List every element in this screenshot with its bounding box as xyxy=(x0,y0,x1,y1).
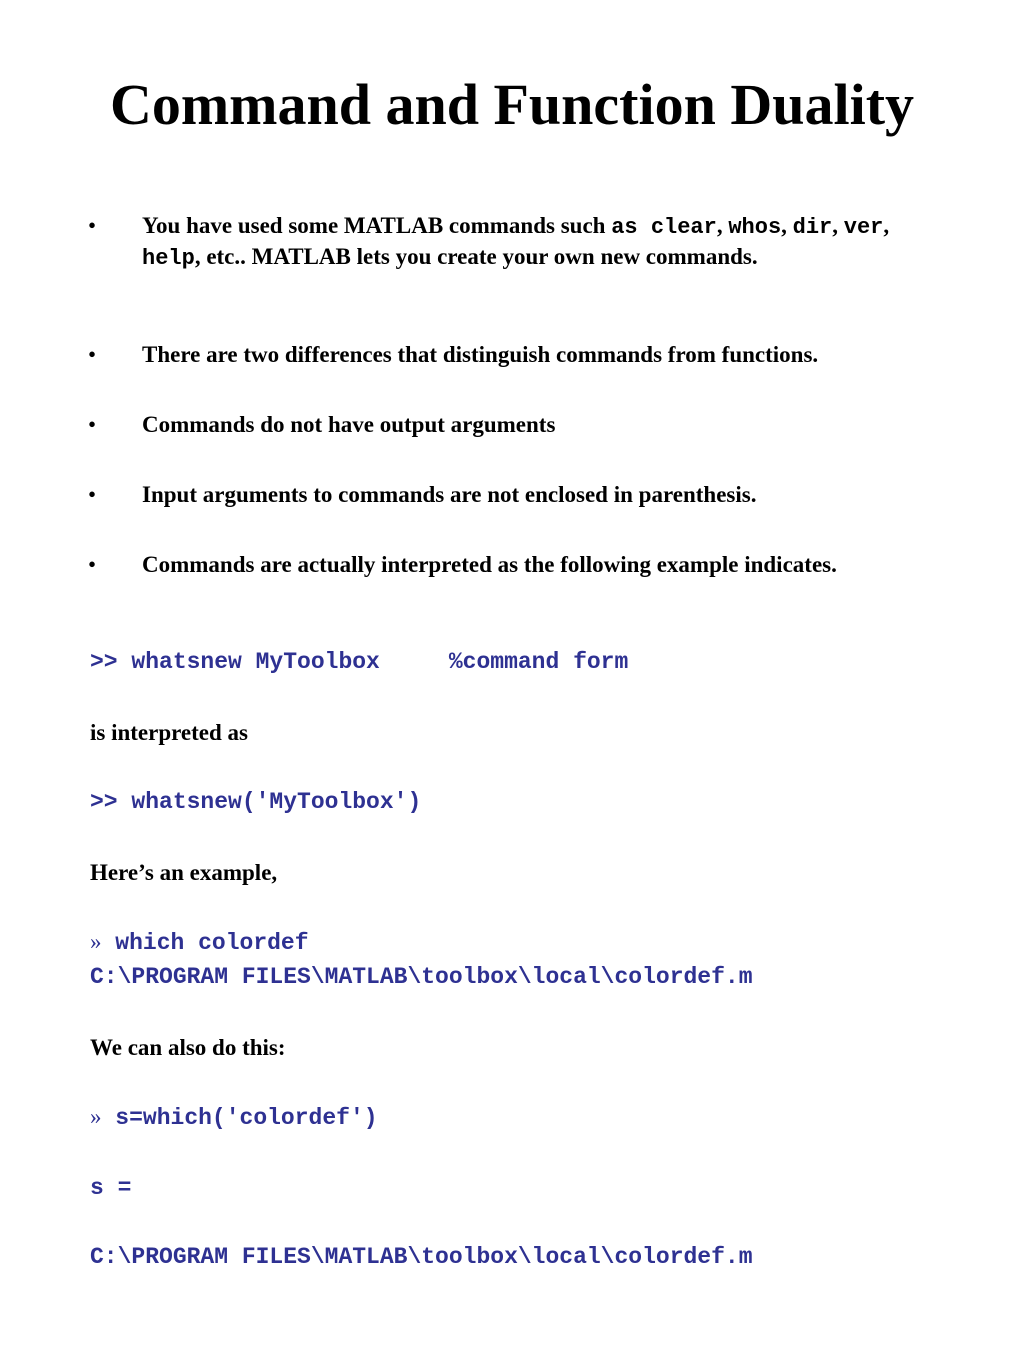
bullet-text-segment: , etc.. MATLAB lets you create your own new commands. xyxy=(194,244,758,269)
separator: , xyxy=(883,213,890,238)
bullet-item xyxy=(88,410,938,439)
bullet-text-commands-list xyxy=(142,211,938,273)
bullet-point: • xyxy=(88,552,97,577)
bullet-point: • xyxy=(88,412,97,437)
bullet-item xyxy=(88,550,848,579)
code-s-equals: s = xyxy=(90,1175,132,1201)
bullet-text-output-args: Commands do not have output arguments xyxy=(142,412,556,437)
bullet-item xyxy=(88,480,938,509)
code-which-result: C:\PROGRAM FILES\MATLAB\toolbox\local\colordef.m xyxy=(90,964,753,990)
bullet-text-interpretation: Commands are actually interpreted as the following example indicates. xyxy=(142,552,837,577)
code-s-result: C:\PROGRAM FILES\MATLAB\toolbox\local\colordef.m xyxy=(90,1244,753,1270)
separator: , xyxy=(781,213,793,238)
text-example-intro: Here’s an example, xyxy=(90,860,278,885)
bullet-point: • xyxy=(88,482,97,507)
page-title: Command and Function Duality xyxy=(109,72,915,137)
code-function-form: >> whatsnew('MyToolbox') xyxy=(90,789,422,815)
code-help: help xyxy=(142,246,195,271)
bullet-text-segment: You have used some MATLAB commands such xyxy=(142,213,612,238)
bullet-point: • xyxy=(88,342,97,367)
code-s-assign xyxy=(90,1102,378,1133)
code-dir: dir xyxy=(792,215,833,240)
prompt-symbol: » xyxy=(90,1104,102,1129)
bullet-point: • xyxy=(88,213,97,238)
separator: , xyxy=(716,213,729,238)
text-interpreted-as: is interpreted as xyxy=(90,720,249,745)
code-command-form: >> whatsnew MyToolbox %command form xyxy=(90,649,629,675)
prompt-symbol: » xyxy=(90,929,102,954)
code-which-text: which colordef xyxy=(101,930,309,956)
bullet-item xyxy=(88,340,938,369)
code-clear: as clear xyxy=(611,215,717,240)
separator: , xyxy=(832,213,844,238)
bullet-text-differences: There are two differences that distinguish commands from functions. xyxy=(142,342,819,367)
code-s-assign-text: s=which('colordef') xyxy=(101,1105,378,1131)
bullet-item xyxy=(88,211,938,273)
code-whos: whos xyxy=(728,215,782,240)
bullet-text-input-args: Input arguments to commands are not enclosed in parenthesis. xyxy=(142,482,757,507)
text-also-do: We can also do this: xyxy=(90,1035,286,1060)
code-ver: ver xyxy=(843,215,884,240)
code-which-command xyxy=(90,927,309,958)
